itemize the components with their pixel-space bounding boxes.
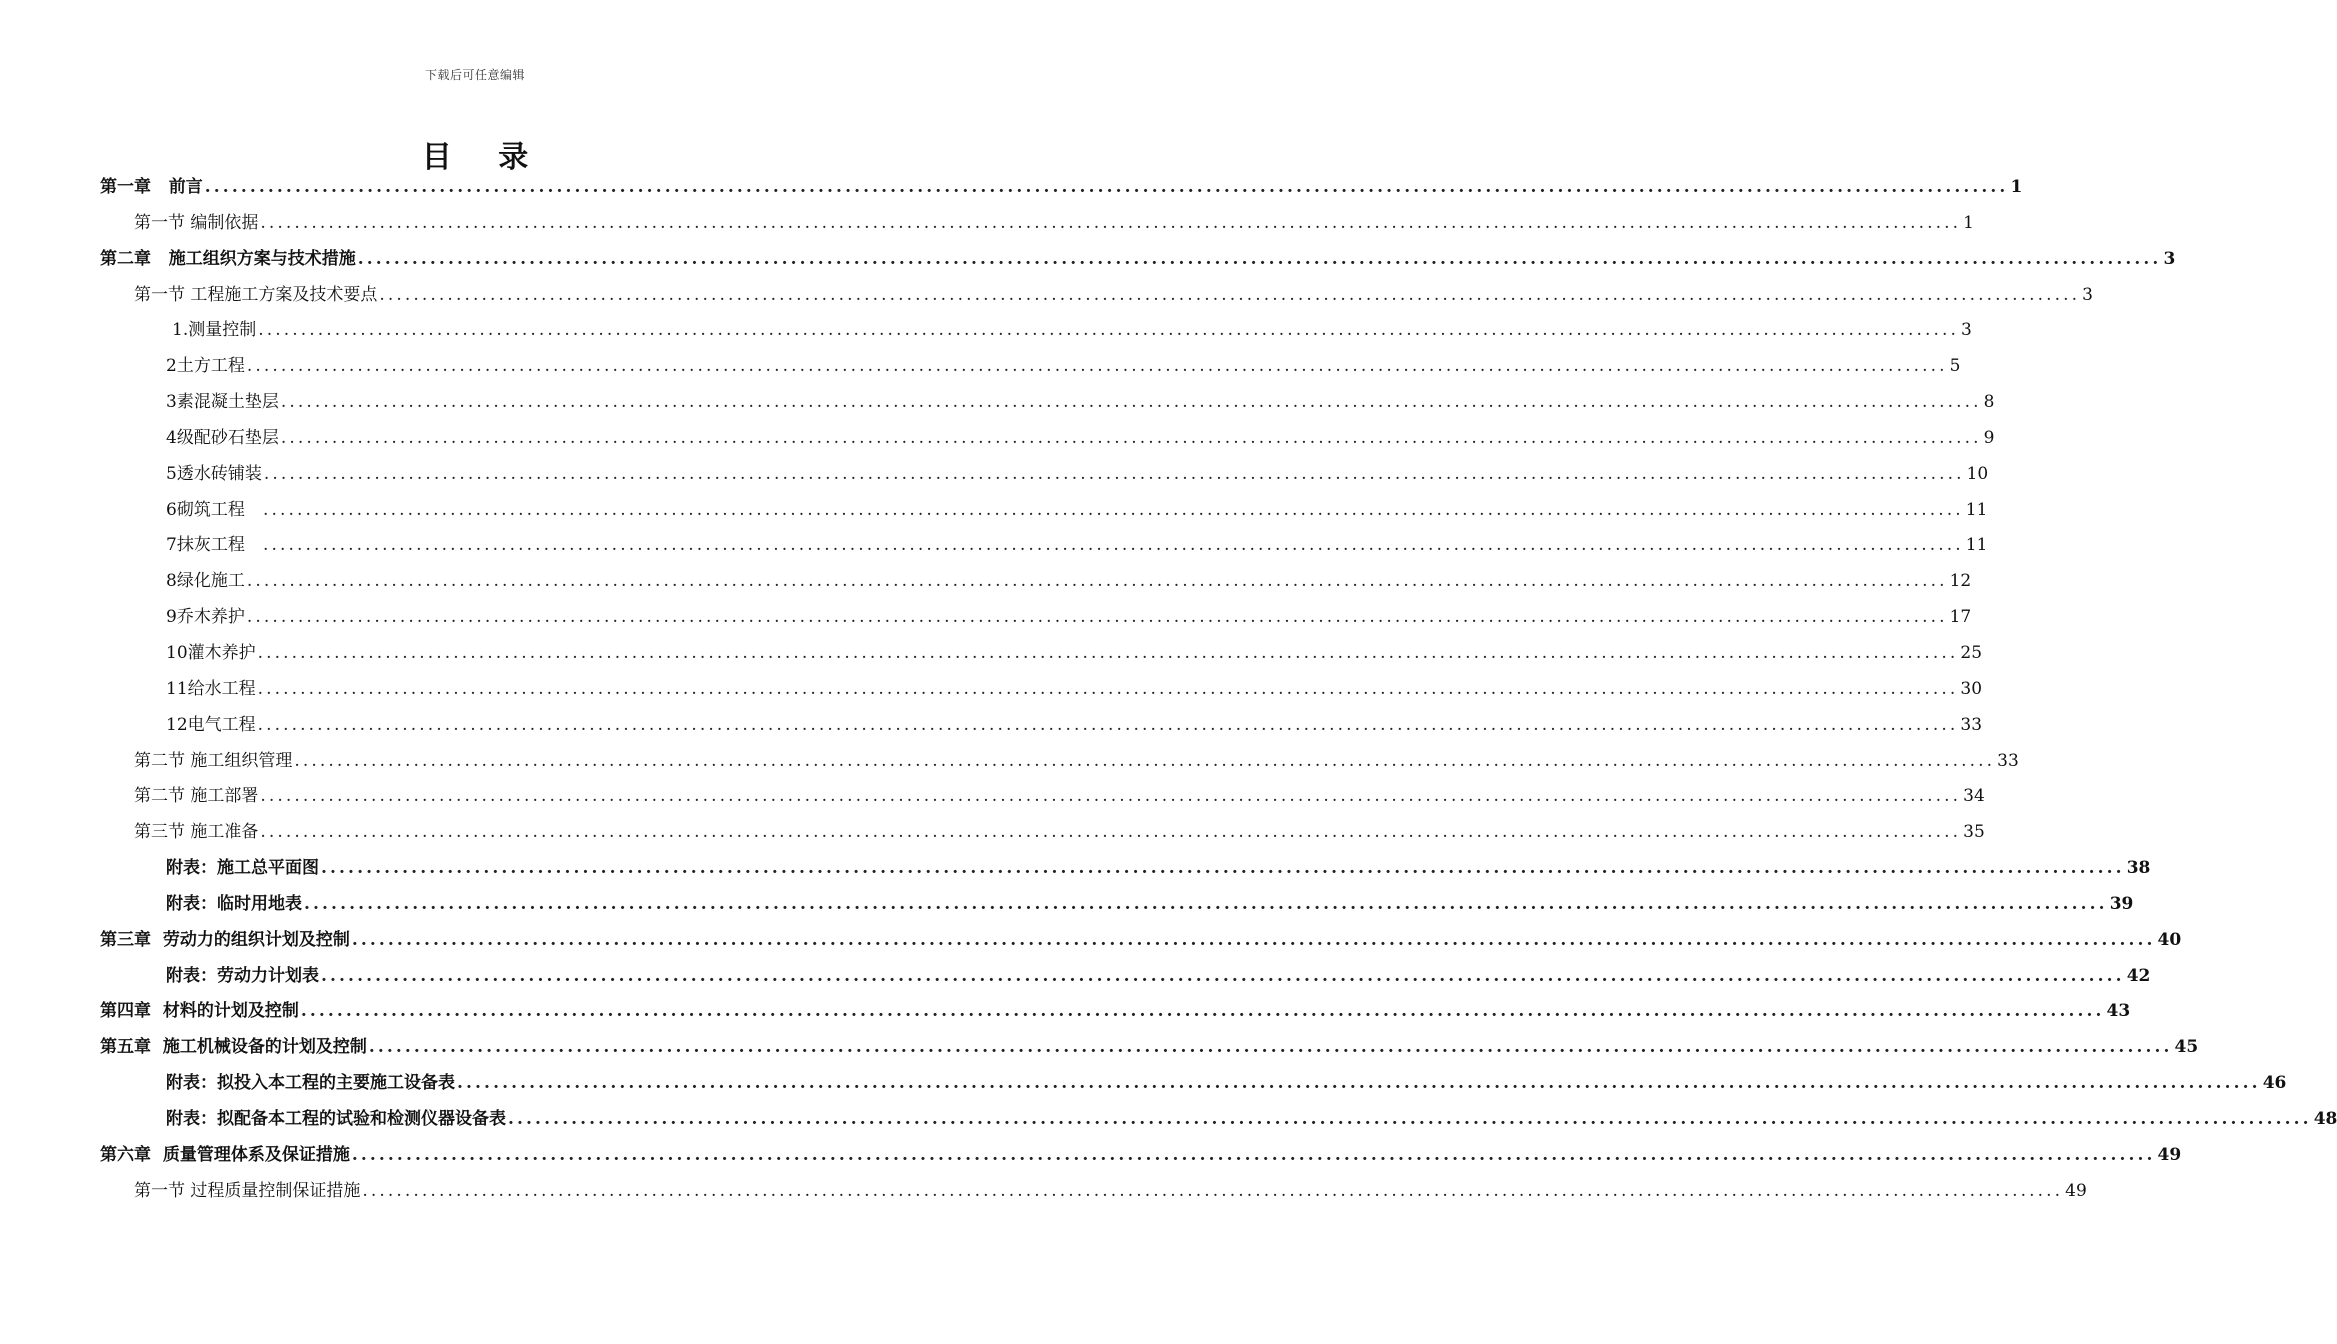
toc-dot-leader: ........................................................................................................................................................................................................ xyxy=(379,284,2081,305)
toc-entry-page-number: 30 xyxy=(1960,678,1983,699)
toc-entry-page-number: 42 xyxy=(2126,965,2151,986)
toc-entry[interactable] xyxy=(100,1030,2199,1066)
toc-entry-page-number: 9 xyxy=(1983,427,1995,448)
toc-dot-leader: ........................................................................................................................................................................................................ xyxy=(508,1108,2312,1129)
toc-entry-page-number: 40 xyxy=(2157,929,2182,950)
toc-entry-page-number: 49 xyxy=(2065,1180,2087,1201)
toc-dot-leader: ........................................................................................................................................................................................................ xyxy=(260,786,1962,807)
toc-entry-label: 附表：临时用地表 xyxy=(166,893,302,914)
toc-entry-page-number: 33 xyxy=(1997,750,2019,771)
toc-dot-leader: ........................................................................................................................................................................................................ xyxy=(257,642,1959,663)
toc-entry[interactable] xyxy=(100,887,2134,923)
toc-entry[interactable] xyxy=(100,1138,2182,1174)
toc-dot-leader: ........................................................................................................................................................................................................ xyxy=(280,392,1982,413)
toc-dot-leader: ........................................................................................................................................................................................................ xyxy=(257,714,1959,735)
toc-dot-leader: ........................................................................................................................................................................................................ xyxy=(260,212,1962,233)
header-note: 下载后可任意编辑 xyxy=(424,68,525,82)
toc-entry[interactable] xyxy=(100,206,1974,242)
toc-dot-leader: ........................................................................................................................................................................................................ xyxy=(280,427,1982,448)
toc-entry[interactable] xyxy=(100,564,1972,600)
toc-entry-page-number: 3 xyxy=(1961,320,1972,341)
toc-entry-label: 第二节 施工部署 xyxy=(134,786,259,807)
toc-entry-page-number: 25 xyxy=(1960,642,1983,663)
toc-entry-label: 9乔木养护 xyxy=(166,607,245,628)
toc-entry-page-number: 33 xyxy=(1960,714,1983,735)
toc-entry[interactable] xyxy=(100,242,2176,278)
toc-entry-label: 8绿化施工 xyxy=(166,571,245,592)
toc-entry-label: 7抹灰工程 xyxy=(166,535,262,556)
toc-entry[interactable] xyxy=(100,923,2182,959)
toc-entry-page-number: 10 xyxy=(1966,463,1989,484)
toc-entry[interactable] xyxy=(100,994,2131,1030)
toc-dot-leader: ........................................................................................................................................................................................................ xyxy=(246,356,1948,377)
toc-dot-leader: ........................................................................................................................................................................................................ xyxy=(321,965,2125,986)
toc-entry[interactable] xyxy=(100,779,1985,815)
toc-entry-label: 6砌筑工程 xyxy=(166,499,262,520)
toc-dot-leader: ........................................................................................................................................................................................................ xyxy=(260,822,1962,843)
toc-entry[interactable] xyxy=(100,1102,2337,1138)
toc-dot-leader: ........................................................................................................................................................................................................ xyxy=(263,499,1964,520)
toc-entry-label: 附表：施工总平面图 xyxy=(166,858,319,879)
toc-entry-label: 12电气工程 xyxy=(166,714,256,735)
toc-dot-leader: ........................................................................................................................................................................................................ xyxy=(362,1180,2064,1201)
toc-entry-label: 10灌木养护 xyxy=(166,642,256,663)
toc-entry[interactable] xyxy=(100,959,2151,995)
toc-entry[interactable] xyxy=(100,421,1995,457)
toc-dot-leader: ........................................................................................................................................................................................................ xyxy=(263,535,1964,556)
toc-entry[interactable] xyxy=(100,528,1988,564)
table-of-contents xyxy=(100,170,2337,1209)
toc-title: 目 录 xyxy=(421,140,547,175)
toc-entry-label: 第一节 过程质量控制保证措施 xyxy=(134,1180,361,1201)
toc-entry-label: 4级配砂石垫层 xyxy=(166,427,279,448)
toc-entry-page-number: 17 xyxy=(1949,607,1972,628)
toc-entry-label: 3素混凝土垫层 xyxy=(166,392,279,413)
toc-entry[interactable] xyxy=(100,457,1989,493)
toc-entry-page-number: 3 xyxy=(2163,248,2176,269)
toc-entry-page-number: 12 xyxy=(1949,571,1972,592)
toc-entry[interactable] xyxy=(100,1174,2087,1210)
toc-entry-label: 第二章 施工组织方案与技术措施 xyxy=(100,248,356,269)
toc-dot-leader: ........................................................................................................................................................................................................ xyxy=(304,893,2108,914)
toc-entry[interactable] xyxy=(100,349,1961,385)
toc-entry-page-number: 39 xyxy=(2109,893,2134,914)
toc-entry-page-number: 8 xyxy=(1983,392,1995,413)
toc-entry-page-number: 1 xyxy=(2010,177,2023,197)
toc-entry-page-number: 48 xyxy=(2313,1108,2337,1129)
toc-dot-leader: ........................................................................................................................................................................................................ xyxy=(246,607,1948,628)
toc-entry-label: 5透水砖铺装 xyxy=(166,463,262,484)
toc-entry-label: 附表：拟投入本工程的主要施工设备表 xyxy=(166,1073,455,1094)
toc-entry-label: 第一章 前言 xyxy=(100,177,203,197)
toc-dot-leader: ........................................................................................................................................................................................................ xyxy=(321,858,2125,879)
toc-entry-label: 1.测量控制 xyxy=(172,320,257,341)
toc-entry-label: 第二节 施工组织管理 xyxy=(134,750,293,771)
toc-dot-leader: ........................................................................................................................................................................................................ xyxy=(351,1144,2156,1165)
toc-entry-page-number: 45 xyxy=(2174,1037,2199,1058)
toc-entry[interactable] xyxy=(100,170,2023,206)
toc-entry-page-number: 49 xyxy=(2157,1144,2182,1165)
toc-dot-leader: ........................................................................................................................................................................................................ xyxy=(294,750,1996,771)
toc-entry-page-number: 38 xyxy=(2126,858,2151,879)
toc-dot-leader: ........................................................................................................................................................................................................ xyxy=(263,463,1965,484)
toc-entry[interactable] xyxy=(100,672,1983,708)
toc-entry-label: 第四章 材料的计划及控制 xyxy=(100,1001,299,1022)
toc-dot-leader: ........................................................................................................................................................................................................ xyxy=(351,929,2156,950)
toc-entry-page-number: 5 xyxy=(1949,356,1961,377)
toc-dot-leader: ........................................................................................................................................................................................................ xyxy=(300,1001,2105,1022)
toc-dot-leader: ........................................................................................................................................................................................................ xyxy=(368,1037,2173,1058)
toc-entry-page-number: 35 xyxy=(1963,822,1985,843)
toc-entry-label: 附表：劳动力计划表 xyxy=(166,965,319,986)
toc-entry-page-number: 34 xyxy=(1963,786,1985,807)
toc-entry-label: 第三节 施工准备 xyxy=(134,822,259,843)
toc-entry-page-number: 1 xyxy=(1963,212,1974,233)
toc-entry[interactable] xyxy=(100,744,2019,780)
toc-entry[interactable] xyxy=(100,385,1995,421)
toc-dot-leader: ........................................................................................................................................................................................................ xyxy=(246,571,1948,592)
toc-entry[interactable] xyxy=(100,851,2151,887)
toc-entry-page-number: 3 xyxy=(2082,284,2093,305)
toc-entry-page-number: 11 xyxy=(1965,535,1988,556)
toc-dot-leader: ........................................................................................................................................................................................................ xyxy=(257,678,1959,699)
toc-entry[interactable] xyxy=(100,815,1985,851)
toc-entry-label: 第五章 施工机械设备的计划及控制 xyxy=(100,1037,367,1058)
toc-entry-page-number: 46 xyxy=(2262,1073,2287,1094)
toc-entry[interactable] xyxy=(100,1066,2287,1102)
toc-entry-label: 2土方工程 xyxy=(166,356,245,377)
toc-entry[interactable] xyxy=(100,708,1983,744)
toc-entry-label: 第三章 劳动力的组织计划及控制 xyxy=(100,929,350,950)
toc-dot-leader: ........................................................................................................................................................................................................ xyxy=(258,320,1959,341)
toc-entry-label: 第六章 质量管理体系及保证措施 xyxy=(100,1144,350,1165)
toc-entry-label: 第一节 工程施工方案及技术要点 xyxy=(134,284,378,305)
toc-entry[interactable] xyxy=(100,313,1972,349)
toc-entry[interactable] xyxy=(100,278,2093,314)
toc-dot-leader: ........................................................................................................................................................................................................ xyxy=(357,248,2162,269)
toc-entry-page-number: 11 xyxy=(1965,499,1988,520)
toc-entry-label: 11给水工程 xyxy=(166,678,256,699)
toc-entry[interactable] xyxy=(100,493,1988,529)
toc-dot-leader: ........................................................................................................................................................................................................ xyxy=(457,1073,2261,1094)
toc-dot-leader: ........................................................................................................................................................................................................ xyxy=(204,177,2009,197)
toc-entry-label: 附表：拟配备本工程的试验和检测仪器设备表 xyxy=(166,1108,506,1129)
toc-entry[interactable] xyxy=(100,600,1972,636)
toc-entry[interactable] xyxy=(100,636,1983,672)
toc-entry-label: 第一节 编制依据 xyxy=(134,212,259,233)
toc-entry-page-number: 43 xyxy=(2106,1001,2131,1022)
